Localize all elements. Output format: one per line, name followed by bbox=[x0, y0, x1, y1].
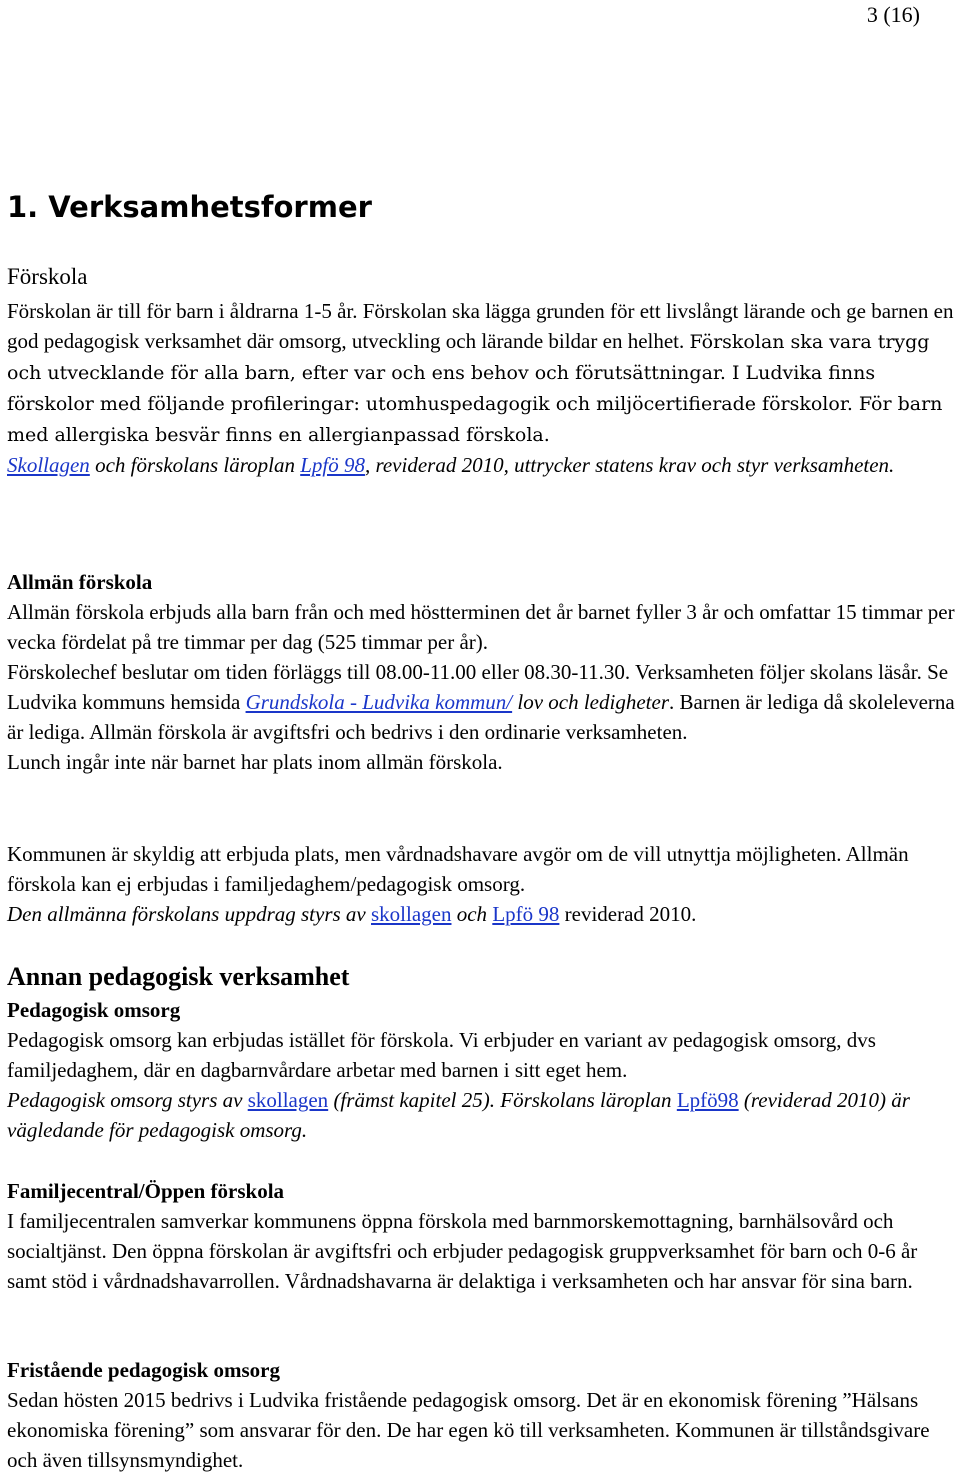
annan-paragraph bbox=[7, 1025, 960, 1145]
annan-heading: Annan pedagogisk verksamhet bbox=[7, 962, 350, 991]
skollagen-link-2[interactable]: skollagen bbox=[371, 902, 452, 926]
grundskola-link[interactable]: Grundskola - Ludvika kommun/ bbox=[245, 690, 513, 714]
annan-text-2a: Pedagogisk omsorg styrs av bbox=[7, 1088, 248, 1112]
allman-text-5b: och bbox=[451, 902, 493, 926]
allman-heading: Allmän förskola bbox=[7, 570, 153, 594]
familjecentral-paragraph: I familjecentralen samverkar kommunens öppna förskola med barnmorskemottagning, barnhälsovård och socialtjänst. Den öppna förskolan är avgiftsfri och erbjuder pedagogisk gruppverksamhet för barn och 0-6 år samt stöd i vårdnadshavarrollen. Vårdnadshavarna är delaktiga i verksamheten och har ansvar för sina barn. bbox=[7, 1209, 918, 1293]
allman-text-4: Kommunen är skyldig att erbjuda plats, men vårdnadshavare avgör om de vill utnyttja möjligheten. Allmän förskola kan ej erbjudas i familjedaghem/pedagogisk omsorg. bbox=[7, 842, 909, 896]
pedagogisk-omsorg-heading: Pedagogisk omsorg bbox=[7, 998, 181, 1022]
forskola-tail-text: , reviderad 2010, uttrycker statens krav och styr verksamheten. bbox=[364, 453, 895, 477]
lpfo-link-2[interactable]: Lpfö 98 bbox=[492, 902, 560, 926]
forskola-paragraph-1 bbox=[7, 296, 960, 480]
forskola-heading: Förskola bbox=[7, 264, 88, 289]
allman-text-1: Allmän förskola erbjuds alla barn från och med höstterminen det år barnet fyller 3 år och omfattar 15 timmar per vecka fördelat på tre timmar per dag (525 timmar per år). bbox=[7, 600, 955, 654]
annan-text-2c: (reviderad 2010) är vägledande för pedagogisk omsorg. bbox=[7, 1088, 910, 1142]
fristaende-paragraph: Sedan hösten 2015 bedrivs i Ludvika fristående pedagogisk omsorg. Det är en ekonomisk förening ”Hälsans ekonomiska förening” som ansvarar för den. De har egen kö till verksamheten. Kommunen är tillståndsgivare och även tillsynsmyndighet. bbox=[7, 1388, 930, 1472]
forskola-text-2: Förskolan ska vara trygg och utvecklande för alla barn, efter var och ens behov och förutsättningar. I Ludvika finns förskolor med följande profileringar: utomhuspedagogik och miljöcertifierade förskolor. För barn med allergiska besvär finns en allergianpassad förskola. bbox=[7, 331, 943, 446]
allman-text-5c: reviderad 2010. bbox=[559, 902, 697, 926]
page-title: 1. Verksamhetsformer bbox=[7, 190, 372, 224]
fristaende-heading: Fristående pedagogisk omsorg bbox=[7, 1358, 280, 1382]
allman-text-2: Förskolechef beslutar om tiden förläggs till 08.00-11.00 eller 08.30-11.30. Verksamheten följer skolans läsår. Se Ludvika kommuns hemsida bbox=[7, 660, 949, 714]
lpfo-link[interactable]: Lpfö 98 bbox=[300, 453, 365, 477]
page-number: 3 (16) bbox=[866, 2, 920, 27]
skollagen-link-3[interactable]: skollagen bbox=[247, 1088, 329, 1112]
forskola-mid-text: och förskolans läroplan bbox=[89, 453, 301, 477]
allman-text-3: Lunch ingår inte när barnet har plats inom allmän förskola. bbox=[7, 750, 503, 774]
familjecentral-heading: Familjecentral/Öppen förskola bbox=[7, 1179, 285, 1203]
forskola-text-1: Förskolan är till för barn i åldrarna 1-5 år. Förskolan ska lägga grunden för ett livslångt lärande och ge barnen en god pedagogisk verksamhet där omsorg, utveckling och lärande bildar en helhet. bbox=[7, 299, 954, 353]
lpfo-link-3[interactable]: Lpfö98 bbox=[676, 1088, 739, 1112]
lov-text: lov och ledigheter bbox=[512, 690, 669, 714]
allman-text-5a: Den allmänna förskolans uppdrag styrs av bbox=[7, 902, 371, 926]
annan-text-2b: (främst kapitel 25). Förskolans läroplan bbox=[328, 1088, 677, 1112]
allman-paragraph-2 bbox=[7, 839, 960, 929]
allman-text-2c: . Barnen är lediga då skoleleverna är lediga. Allmän förskola är avgiftsfri och bedrivs i den ordinarie verksamheten. bbox=[7, 690, 955, 744]
annan-text-1: Pedagogisk omsorg kan erbjudas istället för förskola. Vi erbjuder en variant av pedagogisk omsorg, dvs familjedaghem, där en dagbarnvårdare arbetar med barnen i sitt eget hem. bbox=[7, 1028, 876, 1082]
skollagen-link[interactable]: Skollagen bbox=[7, 453, 90, 477]
allman-paragraph-1 bbox=[7, 597, 960, 777]
